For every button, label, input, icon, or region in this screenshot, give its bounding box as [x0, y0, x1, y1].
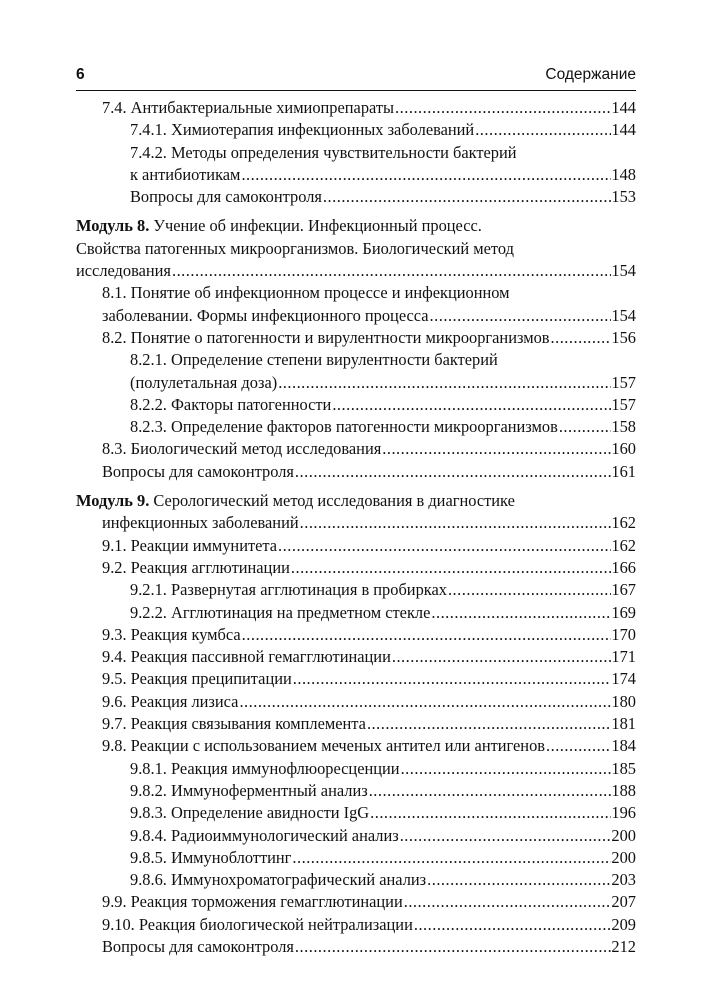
toc-page-number: 153: [611, 187, 636, 207]
toc-entry: [76, 461, 636, 483]
toc-page-number: 161: [611, 461, 636, 481]
dot-leader: [403, 891, 612, 913]
toc-page-number: 181: [611, 714, 636, 734]
dot-leader: [291, 847, 611, 869]
toc-entry-text: 7.4.2. Методы определения чувствительности бактерий: [130, 142, 517, 162]
toc-entry: [76, 512, 636, 534]
toc-entry: [76, 735, 636, 757]
toc-page-number: 162: [611, 513, 636, 533]
toc-entry: [76, 646, 636, 668]
toc-entry-text: 9.2.2. Агглютинация на предметном стекле: [130, 602, 431, 622]
toc-entry-text: 9.8.6. Иммунохроматографический анализ: [130, 870, 427, 890]
toc-entry: [76, 825, 636, 847]
header-divider: [76, 90, 636, 91]
toc-entry-text: 8.2.1. Определение степени вирулентности бактерий: [130, 350, 498, 370]
toc-entry: [76, 327, 636, 349]
dot-leader: [447, 579, 611, 601]
toc-entry: [76, 914, 636, 936]
dot-leader: [426, 869, 611, 891]
toc-entry-text: 9.1. Реакции иммунитета: [102, 535, 278, 555]
toc-entry: [76, 142, 636, 164]
running-title: Содержание: [545, 66, 636, 83]
toc-page-number: 180: [611, 691, 636, 711]
module-title: Серологический метод исследования в диагностике: [149, 491, 515, 511]
toc-entry-text: 9.9. Реакция торможения гемагглютинации: [102, 892, 403, 912]
toc-page-number: 157: [611, 394, 636, 414]
toc-entry-text: исследования: [76, 261, 171, 281]
toc-page-number: 171: [611, 647, 636, 667]
toc-page-number: 170: [611, 624, 636, 644]
toc-entry-text: 7.4.1. Химиотерапия инфекционных заболеваний: [130, 120, 475, 140]
dot-leader: [294, 936, 611, 958]
module-title: Учение об инфекции. Инфекционный процесс.: [149, 216, 482, 236]
toc-entry-text: Вопросы для самоконтроля: [102, 461, 294, 481]
toc-entry: [76, 713, 636, 735]
toc-entry: [76, 282, 636, 304]
toc-page-number: 144: [611, 120, 636, 140]
toc-page-number: 158: [611, 417, 636, 437]
module-label: Модуль 8.: [76, 216, 150, 236]
toc-entry-text: [76, 491, 515, 510]
toc-page-number: 166: [611, 557, 636, 577]
toc-entry: [76, 624, 636, 646]
toc-entry: [76, 847, 636, 869]
module-label: Модуль 9.: [76, 491, 150, 511]
toc-entry: [76, 936, 636, 958]
section-gap: [76, 483, 636, 490]
toc-page-number: 196: [611, 803, 636, 823]
toc-entry-text: 8.3. Биологический метод исследования: [102, 439, 382, 459]
toc-entry: [76, 416, 636, 438]
toc-entry-text: к антибиотикам: [130, 164, 241, 184]
dot-leader: [400, 758, 612, 780]
toc-entry: [76, 164, 636, 186]
toc-entry: [76, 305, 636, 327]
toc-entry-text: 9.8.1. Реакция иммунофлюоресценции: [130, 758, 400, 778]
toc-entry-text: 8.2.2. Факторы патогенности: [130, 394, 332, 414]
dot-leader: [290, 557, 612, 579]
dot-leader: [429, 305, 612, 327]
dot-leader: [171, 260, 611, 282]
toc-entry: [76, 758, 636, 780]
dot-leader: [366, 713, 611, 735]
toc-entry-text: [76, 216, 482, 235]
toc-entry: [76, 869, 636, 891]
toc-entry-text: Вопросы для самоконтроля: [130, 187, 322, 207]
toc-entry: [76, 602, 636, 624]
dot-leader: [331, 394, 611, 416]
running-header: [76, 62, 636, 88]
toc-page-number: 188: [611, 780, 636, 800]
dot-leader: [430, 602, 611, 624]
toc-entry: [76, 238, 636, 260]
dot-leader: [294, 461, 611, 483]
toc-entry: [76, 579, 636, 601]
dot-leader: [240, 164, 611, 186]
toc-entry-text: Свойства патогенных микроорганизмов. Биологический метод: [76, 238, 514, 258]
toc-page-number: 154: [611, 305, 636, 325]
dot-leader: [322, 186, 611, 208]
toc-entry: [76, 260, 636, 282]
toc-entry: [76, 186, 636, 208]
dot-leader: [550, 327, 612, 349]
toc-page-number: 184: [611, 736, 636, 756]
toc-entry: [76, 97, 636, 119]
section-gap: [76, 208, 636, 215]
toc-page-number: 162: [611, 535, 636, 555]
toc-entry: [76, 891, 636, 913]
toc-page-number: 200: [611, 847, 636, 867]
toc-entry-text: 9.7. Реакция связывания комплемента: [102, 714, 366, 734]
table-of-contents: [76, 97, 636, 958]
dot-leader: [394, 97, 611, 119]
toc-entry: [76, 780, 636, 802]
toc-entry-text: 9.8. Реакции с использованием меченых антител или антигенов: [102, 736, 546, 756]
dot-leader: [545, 735, 611, 757]
toc-entry-text: 9.6. Реакция лизиса: [102, 691, 239, 711]
page-number: 6: [76, 66, 85, 83]
dot-leader: [277, 535, 611, 557]
toc-page-number: 167: [611, 580, 636, 600]
dot-leader: [413, 914, 612, 936]
toc-entry: [76, 349, 636, 371]
dot-leader: [558, 416, 612, 438]
dot-leader: [277, 372, 611, 394]
toc-entry: [76, 691, 636, 713]
toc-entry: [76, 119, 636, 141]
toc-entry: [76, 215, 636, 237]
toc-entry-text: 9.2.1. Развернутая агглютинация в пробирках: [130, 580, 447, 600]
toc-page-number: 185: [611, 758, 636, 778]
toc-entry: [76, 372, 636, 394]
toc-entry: [76, 557, 636, 579]
toc-page-number: 154: [611, 261, 636, 281]
toc-entry: [76, 490, 636, 512]
toc-page-number: 144: [611, 98, 636, 117]
dot-leader: [292, 668, 612, 690]
toc-entry-text: 8.1. Понятие об инфекционном процессе и инфекционном: [102, 283, 510, 303]
toc-entry-text: 8.2. Понятие о патогенности и вирулентности микроорганизмов: [102, 327, 550, 347]
toc-entry-text: инфекционных заболеваний: [102, 513, 299, 533]
dot-leader: [299, 512, 612, 534]
toc-entry-text: 9.8.4. Радиоиммунологический анализ: [130, 825, 399, 845]
dot-leader: [368, 780, 612, 802]
toc-page-number: 200: [611, 825, 636, 845]
toc-page-number: 207: [611, 892, 636, 912]
toc-entry-text: Вопросы для самоконтроля: [102, 936, 294, 956]
dot-leader: [238, 691, 611, 713]
toc-entry: [76, 438, 636, 460]
toc-page-number: 203: [611, 870, 636, 890]
toc-entry-text: 9.2. Реакция агглютинации: [102, 557, 290, 577]
toc-page-number: 212: [611, 936, 636, 956]
dot-leader: [474, 119, 611, 141]
toc-entry-text: 9.10. Реакция биологической нейтрализации: [102, 914, 413, 934]
toc-entry-text: 8.2.3. Определение факторов патогенности микроорганизмов: [130, 417, 558, 437]
toc-page-number: 148: [611, 164, 636, 184]
toc-entry-text: 9.8.5. Иммуноблоттинг: [130, 847, 292, 867]
toc-entry-text: 9.8.2. Иммуноферментный анализ: [130, 780, 368, 800]
dot-leader: [381, 438, 611, 460]
toc-page-number: 174: [611, 669, 636, 689]
dot-leader: [399, 825, 612, 847]
toc-entry-text: 9.3. Реакция кумбса: [102, 624, 241, 644]
toc-entry-text: (полулетальная доза): [130, 372, 278, 392]
toc-page-number: 157: [611, 372, 636, 392]
dot-leader: [241, 624, 612, 646]
toc-entry: [76, 394, 636, 416]
toc-page-number: 169: [611, 602, 636, 622]
toc-entry-text: 9.4. Реакция пассивной гемагглютинации: [102, 647, 391, 667]
toc-entry: [76, 535, 636, 557]
toc-page-number: 160: [611, 439, 636, 459]
toc-page-number: 209: [611, 914, 636, 934]
dot-leader: [369, 802, 611, 824]
toc-entry: [76, 802, 636, 824]
toc-entry-text: заболевании. Формы инфекционного процесса: [102, 305, 429, 325]
toc-entry-text: 9.5. Реакция преципитации: [102, 669, 292, 689]
toc-entry-text: 9.8.3. Определение авидности IgG: [130, 803, 370, 823]
toc-entry: [76, 668, 636, 690]
dot-leader: [391, 646, 612, 668]
toc-page-number: 156: [611, 327, 636, 347]
toc-entry-text: 7.4. Антибактериальные химиопрепараты: [102, 98, 395, 117]
